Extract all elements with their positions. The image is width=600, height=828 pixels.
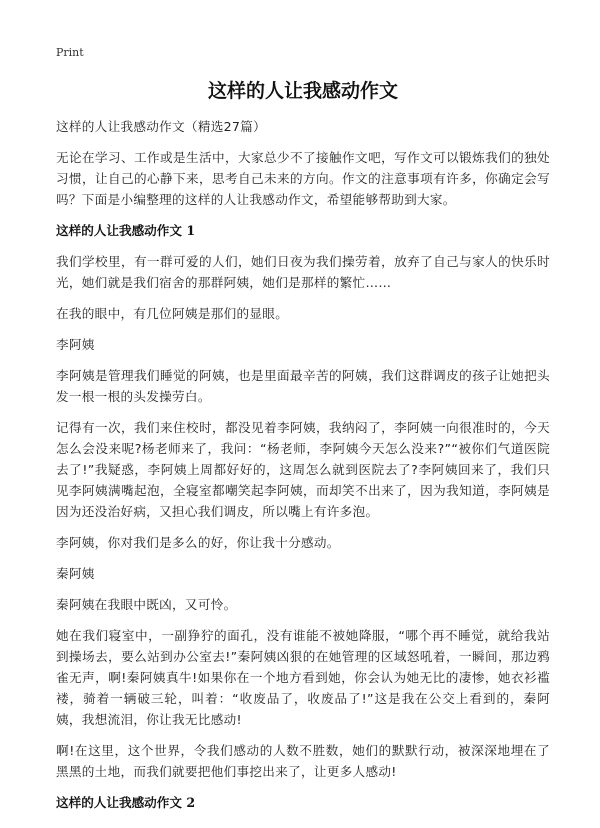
paragraph: 李阿姨 [56,337,95,352]
section-heading: 这样的人让我感动作文 2 [56,795,196,810]
article-body [56,116,550,823]
paragraph: 无论在学习、工作或是生活中，大家总少不了接触作文吧，写作文可以锻炼我们的独处习惯，让自己的心静下来，思考自己未来的方向。作文的注意事项有许多，你确定会写吗？下面是小编整理的这样的人让我感动作文，希望能够帮助到大家。 [56,150,550,207]
paragraph: 秦阿姨 [56,566,95,581]
paragraph: 她在我们寝室中，一副狰狞的面孔，没有谁能不被她降服，“哪个再不睡觉，就给我站到操场去，要么站到办公室去!”秦阿姨凶狠的在她管理的区域怒吼着，一瞬间，那边鸦雀无声，啊!秦阿姨真牛!如果你在一个地方看到她，你会认为她无比的凄惨，她衣衫褴褛，骑着一辆破三轮，叫着：“收废品了，收废品了!”这是我在公交上看到的，秦阿姨，我想流泪，你让我无比感动! [56,628,550,727]
paragraph: 在我的眼中，有几位阿姨是那们的显眼。 [56,306,289,321]
paragraph: 啊!在这里，这个世界，令我们感动的人数不胜数，她们的默默行动，被深深地埋在了黑黑的土地，而我们就要把他们事挖出来了，让更多人感动! [56,743,550,779]
section-heading: 这样的人让我感动作文 1 [56,223,196,238]
print-label: Print [56,46,84,59]
paragraph: 我们学校里，有一群可爱的人们，她们日夜为我们操劳着，放弃了自己与家人的快乐时光，她们就是我们宿舍的那群阿姨，她们是那样的繁忙…… [56,254,550,290]
paragraph: 记得有一次，我们来住校时，都没见着李阿姨，我纳闷了，李阿姨一向很准时的，今天怎么会没来呢?杨老师来了，我问：“杨老师，李阿姨今天怎么没来?”“被你们气道医院去了!”我疑惑，李阿姨上周都好好的，这周怎么就到医院去了?李阿姨回来了，我们只见李阿姨满嘴起泡，全寝室都嘲笑起李阿姨，而却笑不出来了，因为我知道，李阿姨是因为还没治好病，又担心我们调皮，所以嘴上有许多泡。 [56,420,550,519]
paragraph: 这样的人让我感动作文（精选27篇） [56,119,267,134]
paragraph: 李阿姨，你对我们是多么的好，你让我十分感动。 [56,535,340,550]
page-title: 这样的人让我感动作文 [207,80,398,102]
paragraph: 李阿姨是管理我们睡觉的阿姨，也是里面最辛苦的阿姨，我们这群调皮的孩子让她把头发一根一根的头发操劳白。 [56,368,550,404]
paragraph: 秦阿姨在我眼中既凶，又可怜。 [56,597,237,612]
